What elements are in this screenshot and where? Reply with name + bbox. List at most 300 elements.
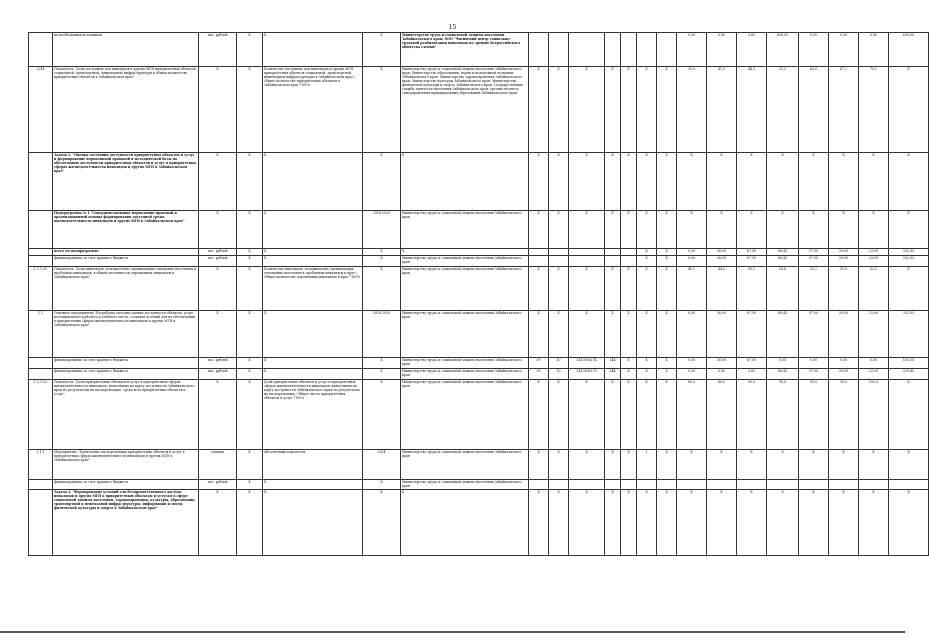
table-cell: финансирование за счет краевого бюджета	[53, 256, 199, 267]
table-cell: 0,00	[707, 33, 737, 67]
table-cell: 332,93	[889, 311, 929, 358]
table-cell: X	[637, 67, 657, 153]
table-cell: X	[363, 480, 401, 490]
table-cell: 630,00	[889, 33, 929, 67]
table-cell: 0,00	[737, 369, 767, 380]
table-cell: X	[707, 211, 737, 249]
table-cell: X	[605, 450, 621, 480]
table-cell: 1.1.1	[29, 450, 53, 480]
table-cell: 23,00	[859, 369, 889, 380]
table-cell: X	[707, 153, 737, 211]
table-cell: 70,1	[859, 67, 889, 153]
table-cell	[889, 480, 929, 490]
table-cell: 36,00	[707, 256, 737, 267]
table-row	[29, 380, 929, 450]
table-cell	[621, 480, 637, 490]
table-cell: X	[237, 267, 263, 311]
table-cell: X	[569, 450, 605, 480]
table-cell	[29, 489, 53, 555]
table-cell: X	[529, 450, 549, 480]
table-cell	[569, 249, 605, 256]
table-cell: X	[549, 211, 569, 249]
table-cell	[29, 249, 53, 256]
table-cell: 0,00	[829, 358, 859, 369]
table-cell: X	[401, 249, 529, 256]
table-cell: X	[637, 311, 657, 358]
table-cell: X	[889, 211, 929, 249]
table-cell	[549, 256, 569, 267]
table-cell: X	[529, 267, 549, 311]
table-cell: X	[263, 256, 363, 267]
table-row	[29, 256, 929, 267]
table-cell: 90,0	[737, 380, 767, 450]
table-cell: 103,50	[889, 358, 929, 369]
table-cell: X	[605, 153, 621, 211]
table-cell: X	[237, 33, 263, 67]
table-cell: их необходимых источников	[53, 33, 199, 67]
table-cell: 332,93	[889, 256, 929, 267]
table-cell: Показатель "Доля доступных для инвалидов и других МГН приоритетных объектов социальной, транспортной, инженерной инфраструктуры в общем количестве приоритетных объектов в Забайкальском крае"	[53, 67, 199, 153]
table-cell: X	[263, 33, 363, 67]
table-cell: X	[657, 267, 677, 311]
table-cell: 0,00	[799, 358, 829, 369]
table-cell: 80,0	[707, 380, 737, 450]
table-cell: X	[237, 480, 263, 490]
table-cell: X	[363, 33, 401, 67]
table-cell: 63,0	[799, 67, 829, 153]
table-cell: X	[859, 153, 889, 211]
table-cell: X	[707, 450, 737, 480]
table-cell	[605, 249, 621, 256]
table-cell: X	[859, 489, 889, 555]
table-cell: X	[263, 311, 363, 358]
table-cell: X	[657, 249, 677, 256]
table-cell: X	[799, 153, 829, 211]
table-cell: X	[363, 380, 401, 450]
table-cell: Задача 2. "Формирование условий для беспрепятственного доступа инвалидов и других МГН к приоритетным объектам и услугам в сфере социальной защиты населения, здравоохранения, культуры, образования, транспортной и пешеходной инфраструктуры, информации и связи, физической культуры и спорта в Забайкальском крае"	[53, 489, 199, 555]
table-cell: Министерство труда и социальной защиты населения Забайкальского края	[401, 369, 529, 380]
table-cell: X	[569, 380, 605, 450]
table-cell: X	[363, 358, 401, 369]
table-cell: X	[237, 450, 263, 480]
table-cell: 20,00	[829, 311, 859, 358]
table-cell: X	[767, 450, 799, 480]
table-cell: 0,00	[677, 33, 707, 67]
table-cell: X	[569, 489, 605, 555]
table-cell	[621, 256, 637, 267]
table-cell: %	[199, 267, 237, 311]
table-cell: 80,0	[677, 380, 707, 450]
table-cell: финансирование за счет краевого бюджета	[53, 358, 199, 369]
table-cell: 10	[549, 358, 569, 369]
table-cell: X	[263, 153, 363, 211]
table-cell: 95,0	[829, 380, 859, 450]
table-cell: X	[529, 67, 549, 153]
table-cell: X	[859, 450, 889, 480]
table-cell	[29, 33, 53, 67]
table-cell: 229,43	[889, 369, 929, 380]
table-cell: 0,00	[767, 358, 799, 369]
table-cell: X	[829, 153, 859, 211]
table-cell: 53,3	[767, 67, 799, 153]
table-cell: 244	[605, 358, 621, 369]
table-cell: 2016-2020	[363, 211, 401, 249]
table-cell	[29, 153, 53, 211]
table-cell: X	[621, 358, 637, 369]
table-cell: Министерство труда и социальной защиты населения Забайкальского края	[401, 311, 529, 358]
table-cell: 88,43	[767, 256, 799, 267]
table-cell: X	[621, 67, 637, 153]
table-cell: Доля приоритетных объектов и услуг в приоритетных сферах жизнедеятельности инвалидов, нанесенных на карту доступности Забайкальского края по результатам их паспортизации / Общее число приоритетных объектов и услуг *100%	[263, 380, 363, 450]
table-cell: Министерство труда и социальной защиты населения Забайкальского края	[401, 380, 529, 450]
table-cell: 67,50	[737, 256, 767, 267]
table-cell: 0,00	[799, 33, 829, 67]
table-cell	[637, 33, 657, 67]
table-cell: 0,00	[677, 311, 707, 358]
table-cell	[549, 249, 569, 256]
table-cell: Задача 1. "Оценка состояния доступности приоритетных объектов и услуг и формирование нормативной правовой и методической базы по обеспечению доступности приоритетных объектов и услуг в приоритетных сферах жизнедеятельности инвалидов и других МГН в Забайкальском крае"	[53, 153, 199, 211]
table-cell: X	[569, 211, 605, 249]
table-cell: Министерство труда и социальной защиты населения Забайкальского края; ООО "Читинский центр социально-трудовой реабилитации инвалидов по зрению Всероссийского общества слепых"	[401, 33, 529, 67]
table-cell: 1.1	[29, 311, 53, 358]
table-cell: тыс. рублей	[199, 369, 237, 380]
table-cell: X	[637, 358, 657, 369]
table-cell: X	[199, 311, 237, 358]
table-cell: 1.1.1.02	[29, 380, 53, 450]
table-cell: X	[549, 450, 569, 480]
table-cell: X	[637, 256, 657, 267]
table-cell: Показатель "Доля инвалидов, положительно оценивающих отношение населения к проблемам инвалидов, в общей численности опрошенных инвалидов в Забайкальском крае"	[53, 267, 199, 311]
table-cell: X	[263, 358, 363, 369]
table-cell: X	[237, 311, 263, 358]
table-cell: X	[199, 153, 237, 211]
table-cell: X	[263, 369, 363, 380]
table-cell: Количество доступных для инвалидов и других МГН приоритетных объектов социальной, транспортной, инженерной инфраструктуры в Забайкальском крае / Общее количество приоритетных объектов в Забайкальском крае *100%	[263, 67, 363, 153]
table-cell: X	[799, 450, 829, 480]
table-cell: 100,0	[859, 380, 889, 450]
table-cell: X	[889, 153, 929, 211]
table-cell: 97,00	[799, 369, 829, 380]
table-cell: 1	[637, 450, 657, 480]
table-cell: X	[829, 489, 859, 555]
table-cell: Абсолютный показатель	[263, 450, 363, 480]
table-cell: X	[237, 380, 263, 450]
table-cell: 20,00	[829, 256, 859, 267]
table-cell: X	[263, 211, 363, 249]
table-cell	[29, 358, 53, 369]
table-cell: 2014	[363, 450, 401, 480]
table-cell: %	[199, 380, 237, 450]
table-cell	[549, 480, 569, 490]
table-cell	[569, 256, 605, 267]
table-row	[29, 211, 929, 249]
table-cell	[637, 480, 657, 490]
page-number: 15	[448, 24, 457, 31]
table-cell: X	[657, 311, 677, 358]
table-cell: 2016-2020	[363, 311, 401, 358]
table-cell: 0,00	[859, 33, 889, 67]
table-cell: X	[889, 267, 929, 311]
table-cell: X	[549, 311, 569, 358]
table-cell: 0,00	[677, 249, 707, 256]
table-cell: X	[621, 450, 637, 480]
table-cell: X	[621, 311, 637, 358]
table-cell	[799, 480, 829, 490]
table-cell: X	[529, 311, 549, 358]
table-cell: X	[737, 450, 767, 480]
table-cell	[621, 249, 637, 256]
table-row	[29, 267, 929, 311]
table-cell	[529, 249, 549, 256]
table-cell: X	[677, 211, 707, 249]
table-cell: финансирование за счет краевого бюджета	[53, 369, 199, 380]
table-row	[29, 489, 929, 555]
table-cell	[605, 480, 621, 490]
table-cell: 630,00	[767, 33, 799, 67]
table-row	[29, 67, 929, 153]
table-cell: Подпрограмма № 1 "Совершенствование нормативно-правовой и организационной основы формирования доступной среды жизнедеятельности инвалидов и других МГН в Забайкальском крае"	[53, 211, 199, 249]
table-cell: Министерство труда и социальной защиты населения Забайкальского края	[401, 256, 529, 267]
table-cell: X	[621, 211, 637, 249]
table-cell	[621, 33, 637, 67]
table-body	[29, 33, 929, 556]
table-cell: Министерство труда и социальной защиты населения Забайкальского края	[401, 358, 529, 369]
table-cell: 09	[529, 358, 549, 369]
table-cell: Министерство труда и социальной защиты населения Забайкальского края; Министерство образования, науки и молодежной политики Забайкальского края; Министерство здравоохранения Забайкальского края; Министерство культуры Забайкальского края; Министерство физической культуры и спорта Забайкальского края; Государственная служба занятости населения Забайкальского края; органы местного самоуправления муниципальных образований Забайкальского края	[401, 67, 529, 153]
table-cell: Министерство труда и социальной защиты населения Забайкальского края	[401, 211, 529, 249]
table-cell: 95,0	[799, 380, 829, 450]
table-cell: X	[767, 489, 799, 555]
table-cell: X	[637, 249, 657, 256]
table-cell: 67,2	[829, 67, 859, 153]
table-cell: Министерство труда и социальной защиты населения Забайкальского края	[401, 450, 529, 480]
table-cell: X	[549, 67, 569, 153]
table-cell: X	[829, 450, 859, 480]
table-cell: 10	[549, 369, 569, 380]
table-cell: X	[529, 380, 549, 450]
table-cell: X	[737, 211, 767, 249]
table-cell: 50,1	[737, 267, 767, 311]
table-cell: X	[889, 67, 929, 153]
table-cell: единиц	[199, 450, 237, 480]
table-cell: X	[621, 380, 637, 450]
table-row	[29, 311, 929, 358]
table-cell: X	[605, 211, 621, 249]
table-cell: 44,0	[707, 267, 737, 311]
scan-edge-divider	[0, 631, 905, 633]
table-cell: финансирование за счет краевого бюджета	[53, 480, 199, 490]
table-cell: Мероприятие "Проведение паспортизации приоритетных объектов и услуг в приоритетных сферах жизнедеятельности инвалидов и других МГН в Забайкальском крае"	[53, 450, 199, 480]
table-cell: X	[401, 153, 529, 211]
table-cell: X	[237, 153, 263, 211]
table-cell	[529, 256, 549, 267]
table-cell: 41,9	[707, 67, 737, 153]
table-cell: 44,5	[737, 67, 767, 153]
table-cell: X	[549, 153, 569, 211]
table-cell	[605, 256, 621, 267]
table-cell: X	[237, 489, 263, 555]
table-cell: 67,50	[737, 311, 767, 358]
table-row	[29, 369, 929, 380]
table-cell: X	[859, 211, 889, 249]
table-cell: 2410106274	[569, 358, 605, 369]
table-cell	[29, 369, 53, 380]
table-cell: X	[889, 450, 929, 480]
table-row	[29, 153, 929, 211]
table-cell: X	[637, 153, 657, 211]
table-cell: X	[799, 489, 829, 555]
table-cell: X	[657, 358, 677, 369]
table-cell: X	[657, 256, 677, 267]
table-cell: 97,00	[799, 311, 829, 358]
table-cell: X	[199, 211, 237, 249]
table-cell: X	[677, 153, 707, 211]
table-cell: X	[605, 67, 621, 153]
table-cell: X	[889, 380, 929, 450]
table-cell: 39,0	[677, 67, 707, 153]
table-cell: X	[529, 211, 549, 249]
table-cell	[29, 256, 53, 267]
table-cell: X	[677, 450, 707, 480]
table-cell: X	[829, 211, 859, 249]
table-cell: X	[657, 369, 677, 380]
table-cell: X	[569, 267, 605, 311]
table-row	[29, 480, 929, 490]
table-cell	[677, 480, 707, 490]
table-cell: 36,00	[707, 358, 737, 369]
table-cell	[549, 33, 569, 67]
table-cell	[569, 33, 605, 67]
table-cell: X	[657, 450, 677, 480]
table-cell: 0,00	[707, 369, 737, 380]
table-cell: X	[637, 211, 657, 249]
table-cell: 2014	[29, 67, 53, 153]
table-cell	[657, 480, 677, 490]
table-cell: X	[637, 267, 657, 311]
table-cell	[29, 480, 53, 490]
table-cell: X	[401, 489, 529, 555]
table-cell: X	[199, 489, 237, 555]
table-cell: X	[529, 153, 549, 211]
table-cell: 23,00	[859, 256, 889, 267]
table-cell: X	[237, 67, 263, 153]
table-cell: Показатель "Доля приоритетных объектов и услуг в приоритетных сферах жизнедеятельности инвалидов, нанесенных на карту доступности Забайкальского края по результатам их паспортизации, среди всех приоритетных объектов и услуг"	[53, 380, 199, 450]
table-cell	[767, 480, 799, 490]
table-cell: X	[263, 249, 363, 256]
table-cell: 0,00	[829, 33, 859, 67]
table-cell: 2410106275	[569, 369, 605, 380]
table-cell: тыс. рублей	[199, 33, 237, 67]
table-cell: 97,00	[799, 249, 829, 256]
table-cell: X	[363, 489, 401, 555]
table-cell: X	[363, 369, 401, 380]
table-cell	[569, 480, 605, 490]
table-cell	[529, 480, 549, 490]
table-cell: X	[657, 67, 677, 153]
table-cell: X	[767, 211, 799, 249]
table-cell: X	[549, 267, 569, 311]
table-cell: 0,00	[677, 358, 707, 369]
table-cell: 67,50	[737, 249, 767, 256]
table-cell: 0,00	[677, 256, 707, 267]
table-cell: 36,00	[707, 249, 737, 256]
table-cell: X	[621, 267, 637, 311]
table-cell: 0,00	[737, 33, 767, 67]
table-cell	[737, 480, 767, 490]
table-cell: X	[767, 153, 799, 211]
table-cell: X	[605, 311, 621, 358]
table-cell: всего по подпрограмме:	[53, 249, 199, 256]
table-cell: X	[621, 153, 637, 211]
table-cell: 50,6	[767, 267, 799, 311]
table-cell: X	[605, 267, 621, 311]
table-cell: тыс. рублей	[199, 358, 237, 369]
table-cell: X	[799, 211, 829, 249]
table-cell: X	[605, 380, 621, 450]
table-cell: X	[363, 256, 401, 267]
table-cell: 52,5	[859, 267, 889, 311]
table-cell: Министерство труда и социальной защиты населения Забайкальского края	[401, 480, 529, 490]
table-cell: X	[637, 369, 657, 380]
table-row	[29, 249, 929, 256]
table-cell: тыс. рублей	[199, 256, 237, 267]
table-cell: X	[363, 249, 401, 256]
table-cell: 1.1.1.01	[29, 267, 53, 311]
table-cell: X	[637, 380, 657, 450]
table-cell: Основное мероприятие "Разработка методик оценки доступности объектов, услуг, потенциального рабочего и учебного места, создание условий для их обеспечения в приоритетных сферах жизнедеятельности инвалидов и других МГН в Забайкальском крае"	[53, 311, 199, 358]
table-cell: 0,00	[677, 369, 707, 380]
table-cell: 20,00	[829, 249, 859, 256]
table-cell: 332,93	[889, 249, 929, 256]
table-cell: X	[569, 311, 605, 358]
table-cell: X	[657, 380, 677, 450]
table-cell: X	[605, 489, 621, 555]
table-cell: 90,0	[767, 380, 799, 450]
table-cell	[29, 211, 53, 249]
table-cell: X	[621, 489, 637, 555]
table-cell: 244	[605, 369, 621, 380]
table-cell: X	[737, 489, 767, 555]
table-cell: X	[737, 153, 767, 211]
table-cell: X	[677, 489, 707, 555]
table-cell: X	[363, 153, 401, 211]
table-cell: X	[237, 211, 263, 249]
table-cell: X	[363, 67, 401, 153]
table-cell: X	[363, 267, 401, 311]
table-cell: 23,00	[859, 249, 889, 256]
table-cell: 51,8	[829, 267, 859, 311]
table-cell: X	[657, 211, 677, 249]
table-cell: X	[621, 369, 637, 380]
table-cell: 97,00	[799, 256, 829, 267]
table-cell: %	[199, 67, 237, 153]
table-cell: 88,43	[767, 249, 799, 256]
table-cell: X	[529, 489, 549, 555]
table-cell: X	[569, 153, 605, 211]
table-cell: X	[549, 489, 569, 555]
table-cell: X	[707, 489, 737, 555]
table-cell	[829, 480, 859, 490]
table-cell: X	[657, 489, 677, 555]
program-table	[28, 32, 929, 556]
table-cell	[657, 33, 677, 67]
table-cell: X	[237, 249, 263, 256]
table-cell: Министерство труда и социальной защиты населения Забайкальского края	[401, 267, 529, 311]
table-row	[29, 33, 929, 67]
table-row	[29, 358, 929, 369]
table-cell: 51,2	[799, 267, 829, 311]
table-cell: 67,50	[737, 358, 767, 369]
